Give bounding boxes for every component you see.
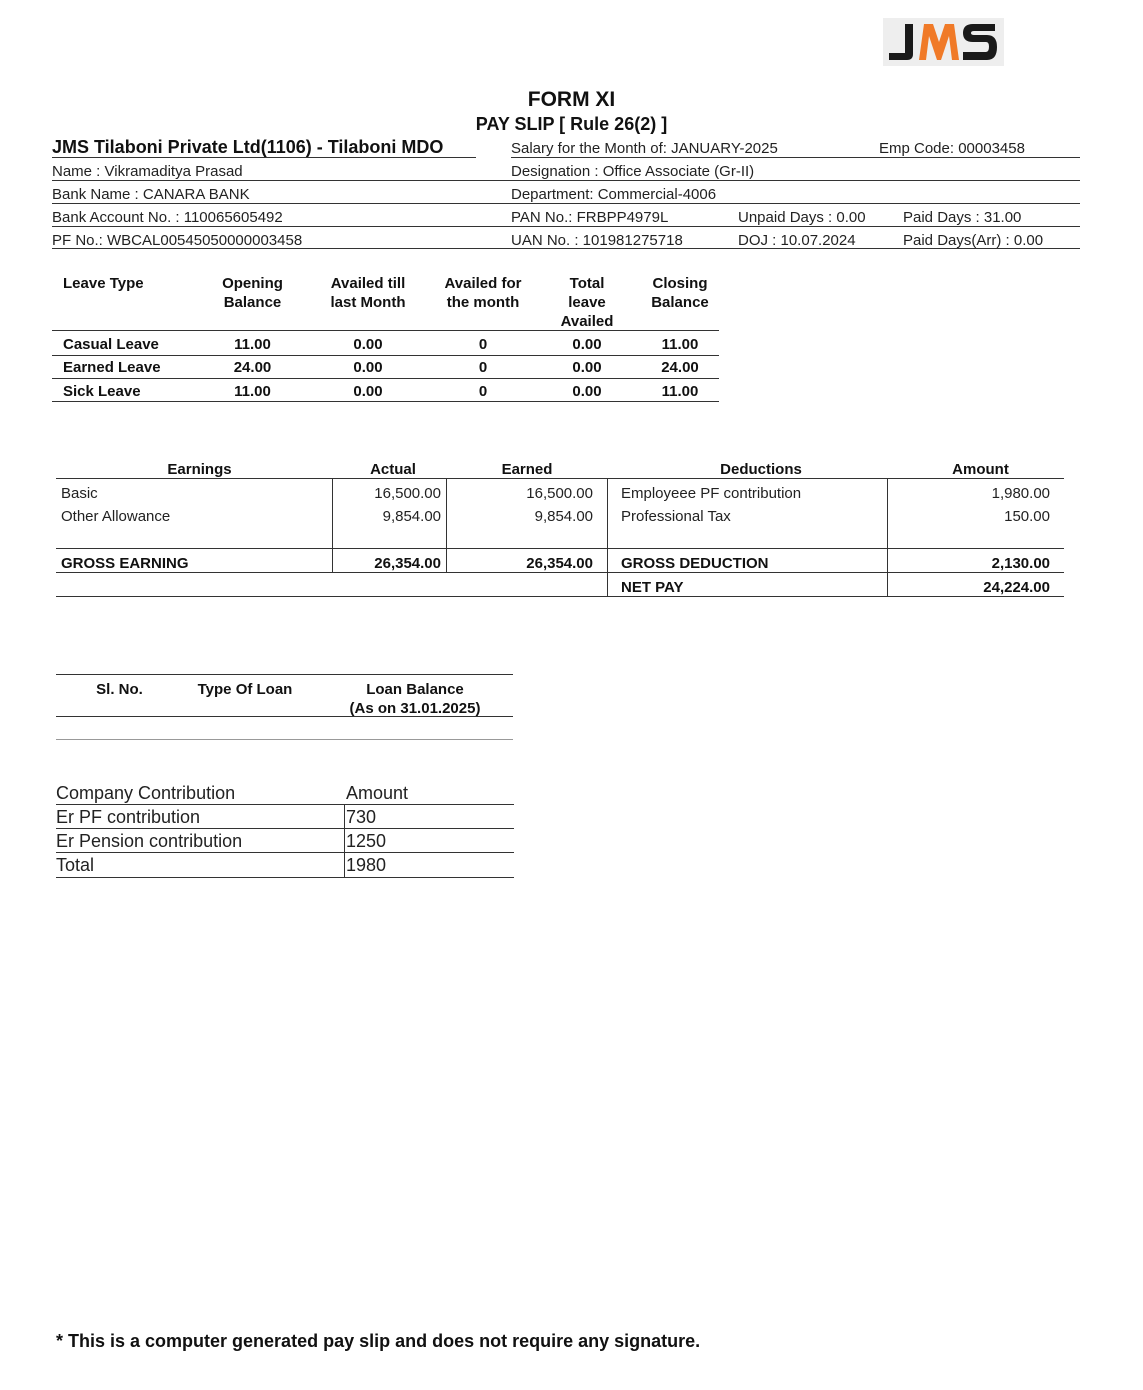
column-divider: [446, 478, 447, 572]
bank-name: Bank Name : CANARA BANK: [52, 186, 250, 203]
total-availed: 0.00: [572, 359, 602, 376]
divider: [56, 548, 1064, 549]
divider: [56, 674, 513, 675]
jms-logo-icon: [883, 18, 1004, 66]
divider: [52, 248, 1080, 249]
salary-month: Salary for the Month of: JANUARY-2025: [511, 140, 778, 157]
divider: [52, 226, 1080, 227]
divider: [52, 180, 1080, 181]
availed-till: 0.00: [353, 336, 383, 353]
availed-month: 0: [478, 336, 488, 353]
leave-header-opening: Opening Balance: [222, 275, 283, 311]
earning-name: Other Allowance: [61, 508, 171, 525]
availed-till: 0.00: [353, 359, 383, 376]
designation: Designation : Office Associate (Gr-II): [511, 163, 755, 180]
earning-actual: 16,500.00: [374, 485, 441, 502]
divider: [56, 877, 514, 878]
closing-balance: 11.00: [661, 383, 699, 400]
header-amount: Amount: [952, 461, 1009, 478]
header-deductions: Deductions: [720, 461, 802, 478]
availed-month: 0: [478, 383, 488, 400]
contribution-amount: 1250: [346, 831, 387, 851]
gross-deduction-label: GROSS DEDUCTION: [621, 555, 769, 572]
leave-type: Sick Leave: [63, 383, 141, 400]
deduction-name: Professional Tax: [621, 508, 731, 525]
bank-account: Bank Account No. : 110065605492: [52, 209, 283, 226]
contribution-amount: 730: [346, 807, 377, 827]
gross-earning-label: GROSS EARNING: [61, 555, 189, 572]
divider: [56, 596, 1064, 597]
divider: [52, 401, 719, 402]
divider: [56, 739, 513, 740]
divider: [56, 852, 514, 853]
divider: [52, 378, 719, 379]
availed-till: 0.00: [353, 383, 383, 400]
paid-days-arr: Paid Days(Arr) : 0.00: [903, 232, 1044, 249]
divider: [56, 716, 513, 717]
opening-balance: 11.00: [234, 336, 271, 353]
form-title: FORM XI: [527, 88, 616, 111]
total-availed: 0.00: [572, 336, 602, 353]
contribution-amount: 1980: [346, 855, 387, 875]
earning-actual: 9,854.00: [382, 508, 441, 525]
uan-no: UAN No. : 101981275718: [511, 232, 683, 249]
leave-header-total: Total leave Availed: [560, 275, 614, 330]
deduction-amount: 150.00: [1004, 508, 1050, 525]
header-actual: Actual: [370, 461, 416, 478]
closing-balance: 24.00: [661, 359, 699, 376]
emp-code: Emp Code: 00003458: [879, 140, 1025, 157]
header-earnings: Earnings: [167, 461, 232, 478]
divider: [52, 157, 476, 158]
gross-deduction-amount: 2,130.00: [991, 555, 1050, 572]
leave-header-availed-month: Availed for the month: [444, 275, 522, 311]
net-pay-amount: 24,224.00: [983, 579, 1050, 596]
doj: DOJ : 10.07.2024: [738, 232, 856, 249]
pf-no: PF No.: WBCAL00545050000003458: [52, 232, 303, 249]
availed-month: 0: [478, 359, 488, 376]
total-availed: 0.00: [572, 383, 602, 400]
contribution-label: Er Pension contribution: [56, 831, 243, 851]
contribution-header-amount: Amount: [346, 783, 409, 803]
contribution-label: Er PF contribution: [56, 807, 201, 827]
payslip-subtitle: PAY SLIP [ Rule 26(2) ]: [475, 114, 668, 134]
gross-earning-actual: 26,354.00: [374, 555, 441, 572]
column-divider: [887, 478, 888, 596]
loan-header-type: Type Of Loan: [197, 681, 293, 698]
net-pay-label: NET PAY: [621, 579, 684, 596]
divider: [52, 330, 719, 331]
closing-balance: 11.00: [661, 336, 699, 353]
gross-earning-earned: 26,354.00: [526, 555, 593, 572]
column-divider: [607, 478, 608, 596]
earning-earned: 9,854.00: [534, 508, 593, 525]
opening-balance: 11.00: [234, 383, 271, 400]
department: Department: Commercial-4006: [511, 186, 717, 203]
employee-name: Name : Vikramaditya Prasad: [52, 163, 243, 180]
leave-type: Casual Leave: [63, 336, 159, 353]
divider: [56, 804, 514, 805]
divider: [52, 355, 719, 356]
deduction-amount: 1,980.00: [991, 485, 1050, 502]
divider: [52, 203, 1080, 204]
leave-type: Earned Leave: [63, 359, 161, 376]
opening-balance: 24.00: [233, 359, 272, 376]
pan-no: PAN No.: FRBPP4979L: [511, 209, 669, 226]
divider: [56, 478, 1064, 479]
leave-header-closing: Closing Balance: [651, 275, 709, 311]
divider: [56, 828, 514, 829]
divider: [511, 157, 1080, 158]
loan-header-sl-no: Sl. No.: [96, 681, 143, 698]
company-logo: [883, 18, 1004, 66]
contribution-label: Total: [56, 855, 95, 875]
leave-header-type: Leave Type: [63, 275, 144, 292]
divider: [56, 572, 1064, 573]
footer-note: * This is a computer generated pay slip and does not require any signature.: [56, 1331, 701, 1351]
earning-earned: 16,500.00: [526, 485, 593, 502]
earning-name: Basic: [61, 485, 98, 502]
unpaid-days: Unpaid Days : 0.00: [738, 209, 866, 226]
loan-header-balance: Loan Balance (As on 31.01.2025): [349, 681, 481, 717]
leave-header-availed-till: Availed till last Month: [330, 275, 406, 311]
column-divider: [332, 478, 333, 572]
column-divider: [344, 804, 345, 877]
header-earned: Earned: [501, 461, 553, 478]
deduction-name: Employeee PF contribution: [621, 485, 802, 502]
paid-days: Paid Days : 31.00: [903, 209, 1022, 226]
contribution-header-label: Company Contribution: [56, 783, 236, 803]
company-name: JMS Tilaboni Private Ltd(1106) - Tilaboni MDO: [52, 137, 444, 157]
